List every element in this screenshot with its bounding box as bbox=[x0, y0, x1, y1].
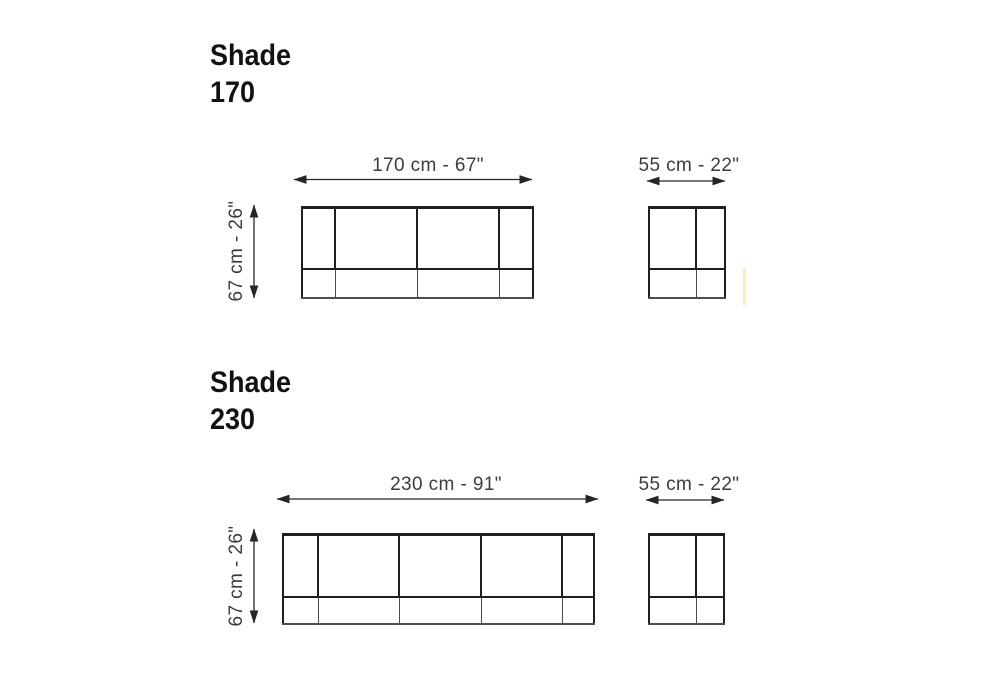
title-shade-170-line2: 170 bbox=[210, 76, 256, 109]
dim-label-230-width: 230 cm - 91" bbox=[390, 474, 502, 495]
dim-label-230-height: 67 cm - 26" bbox=[226, 525, 247, 627]
dim-label-170-width: 170 cm - 67" bbox=[372, 155, 484, 176]
title-shade-230-line1: Shade bbox=[210, 366, 292, 399]
dim-label-170-height: 67 cm - 26" bbox=[226, 200, 247, 302]
dim-label-170-depth: 55 cm - 22" bbox=[638, 155, 740, 176]
dim-label-230-depth: 55 cm - 22" bbox=[638, 474, 740, 495]
title-shade-230-line2: 230 bbox=[210, 403, 256, 436]
title-shade-170-line1: Shade bbox=[210, 39, 292, 72]
